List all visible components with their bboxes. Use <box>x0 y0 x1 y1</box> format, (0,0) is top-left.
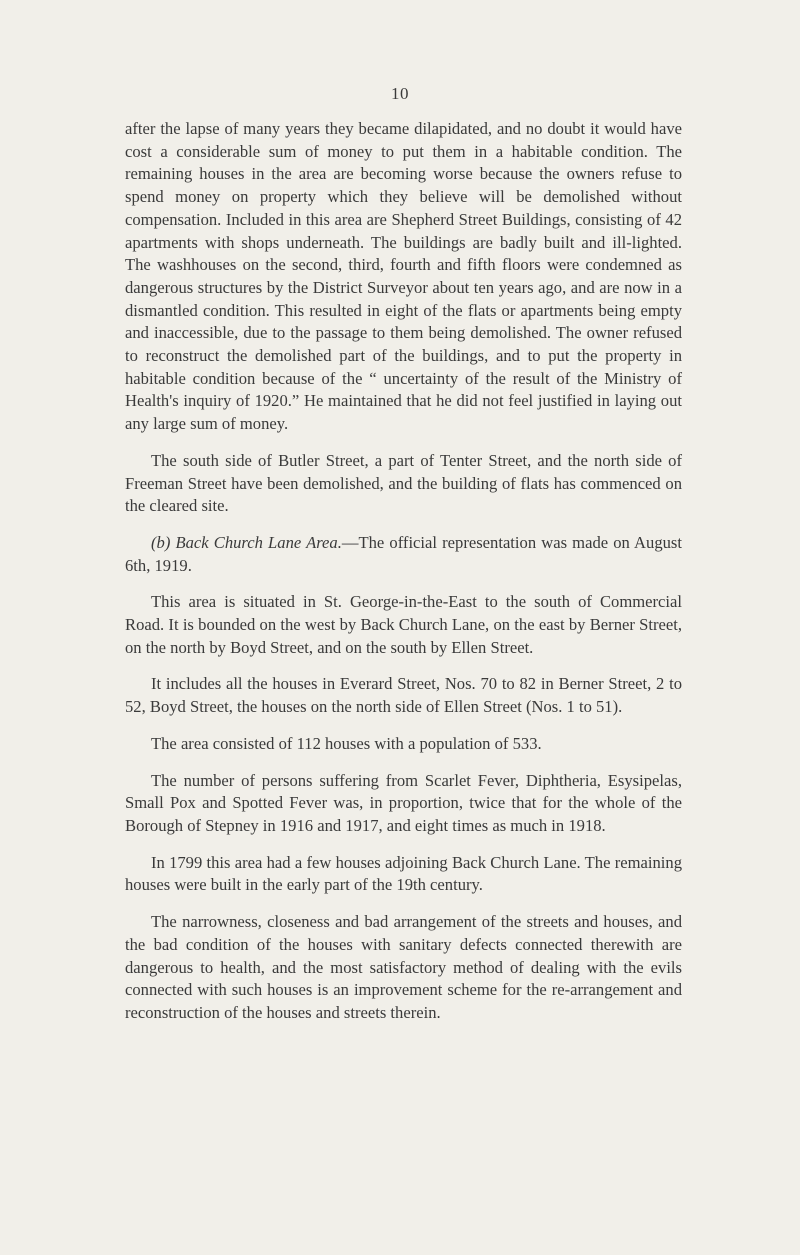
document-body <box>125 118 682 1039</box>
paragraph-back-church-lane <box>125 532 682 577</box>
section-heading: (b) Back Church Lane Area. <box>151 532 342 552</box>
paragraph-continuation: after the lapse of many years they became dilapidated, and no doubt it would have cost a considerable sum of money to put them in a habitable condition. The remaining houses in the area are becoming worse because the owners refuse to spend money on property which they believe will be demolished without compensation. Included in this area are Shepherd Street Buildings, consisting of 42 apartments with shops underneath. The buildings are badly built and ill-lighted. The washhouses on the second, third, fourth and fifth floors were condemned as dangerous structures by the District Surveyor about ten years ago, and are now in a dismantled condition. This resulted in eight of the flats or apartments being empty and inaccessible, due to the passage to them being demolished. The owner refused to reconstruct the demolished part of the buildings, and to put the property in habitable condition because of the “ uncertainty of the result of the Ministry of Health's inquiry of 1920.” He maintained that he did not feel justified in laying out any large sum of money. <box>125 119 682 434</box>
section-heading-text: —The official representation was made on August 6th, 1919. <box>125 532 682 575</box>
paragraph-area-includes: It includes all the houses in Everard Street, Nos. 70 to 82 in Berner Street, 2 to 52, Boyd Street, the houses on the north side of Ellen Street (Nos. 1 to 51). <box>125 674 682 717</box>
page-number: 10 <box>391 84 409 103</box>
paragraph-area-location: This area is situated in St. George-in-the-East to the south of Commercial Road. It is bounded on the west by Back Church Lane, on the east by Berner Street, on the north by Boyd Street, and on the south by Ellen Street. <box>125 592 682 657</box>
paragraph-disease: The number of persons suffering from Scarlet Fever, Diphtheria, Esysipelas, Small Pox and Spotted Fever was, in proportion, twice that for the whole of the Borough of Stepney in 1916 and 1917, and eight times as much in 1918. <box>125 770 682 835</box>
paragraph-population: The area consisted of 112 houses with a population of 533. <box>151 733 542 753</box>
paragraph-conclusion: The narrowness, closeness and bad arrangement of the streets and houses, and the bad condition of the houses with sanitary defects connected therewith are dangerous to health, and the most satisfactory method of dealing with the evils connected with such houses is an improvement scheme for the re-arrangement and reconstruction of the houses and streets therein. <box>125 912 682 1022</box>
paragraph-history: In 1799 this area had a few houses adjoining Back Church Lane. The remaining houses were built in the early part of the 19th century. <box>125 852 682 895</box>
paragraph-butler-street: The south side of Butler Street, a part of Tenter Street, and the north side of Freeman Street have been demolished, and the building of flats has commenced on the cleared site. <box>125 450 682 516</box>
